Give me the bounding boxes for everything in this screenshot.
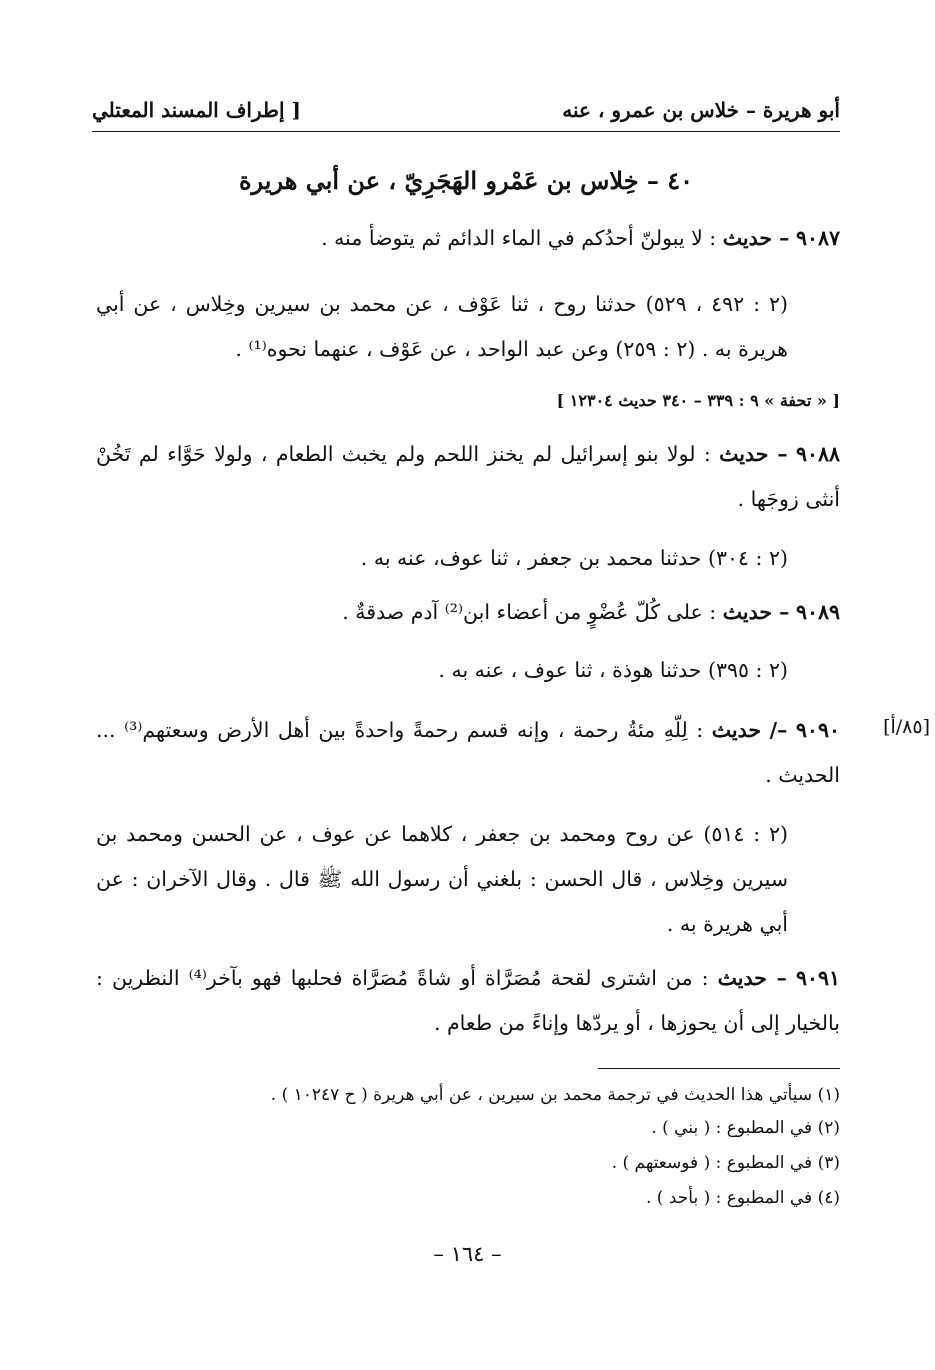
section-title: ٤٠ – خِلاس بن عَمْرو الهَجَرِيّ ، عن أبي هريرة <box>238 166 694 195</box>
entry-9088-source: (٢ : ٣٠٤) حدثنا محمد بن جعفر ، ثنا عوف، عنه به . <box>360 546 788 570</box>
running-head <box>92 92 840 132</box>
page-number: – ١٦٤ – <box>433 1242 502 1266</box>
entry-text: : لا يبولنّ أحدُكم في الماء الدائم ثم يتوضأ منه . <box>321 226 717 250</box>
footnote-4: (٤) في المطبوع : ( بأحد ) . <box>645 1188 840 1208</box>
entry-label: حديث <box>722 226 773 250</box>
header-rule <box>92 131 840 132</box>
footnote-2: (٢) في المطبوع : ( بني ) . <box>651 1118 840 1138</box>
footnote-3: (٣) في المطبوع : ( فوسعتهم ) . <box>611 1153 840 1173</box>
entry-9089-source: (٢ : ٣٩٥) حدثنا هوذة ، ثنا عوف ، عنه به . <box>438 658 788 682</box>
entry-9087-reference: [ « تحفة » ٩ : ٣٣٩ – ٣٤٠ حديث ١٢٣٠٤ ] <box>556 391 840 410</box>
entry-number: ٩٠٨٧ <box>795 226 840 250</box>
entry-number: ٩٠٨٨ <box>795 442 840 466</box>
entry-9087: ٩٠٨٧ – حديث : لا يبولنّ أحدُكم في الماء الدائم ثم يتوضأ منه . <box>321 226 840 250</box>
entry-9091: ٩٠٩١ – حديث : من اشترى لقحة مُصَرَّاة أو شاةً مُصَرَّاة فحلبها فهو بآخر⁽⁴⁾ النظرين : بالخيار إلى أن يحوزها ، أو يردّها وإناءً من طعام . <box>96 966 840 1035</box>
entry-9090 <box>96 708 840 798</box>
entry-9090-source: (٢ : ٥١٤) عن روح ومحمد بن جعفر ، كلاهما عن عوف ، عن الحسن ومحمد بن سيرين وخِلاس ، قال الحسن : بلغني أن رسول الله ﷺ قال . وقال الآخران : عن أبي هريرة به . <box>96 822 788 936</box>
footnote-1: (١) سيأتي هذا الحديث في ترجمة محمد بن سيرين ، عن أبي هريرة ( ح ١٠٢٤٧ ) . <box>270 1085 840 1105</box>
entry-9087-source: (٢ : ٤٩٢ ، ٥٢٩) حدثنا روح ، ثنا عَوْف ، عن محمد بن سيرين وخِلاس ، عن أبي هريرة به . (٢ : ٢٥٩) وعن عبد الواحد ، عن عَوْف ، عنهما نحوه⁽¹⁾ . <box>96 292 788 361</box>
entry-9089: ٩٠٨٩ – حديث : على كُلّ عُضْوٍ من أعضاء ابن⁽²⁾ آدم صدقةٌ . <box>342 600 840 624</box>
entry-number: ٩٠٩٠ <box>795 718 840 742</box>
entry-label: حديث <box>717 966 767 990</box>
entry-text: : من اشترى لقحة مُصَرَّاة أو شاةً مُصَرَّاة فحلبها فهو بآخر⁽⁴⁾ النظرين : بالخيار إلى أن يحوزها ، أو يردّها وإناءً من طعام . <box>96 966 840 1035</box>
margin-folio-note: [٨٥/أ] <box>883 716 930 738</box>
entry-label: حديث <box>719 442 769 466</box>
entry-text: : على كُلّ عُضْوٍ من أعضاء ابن⁽²⁾ آدم صدقةٌ . <box>342 600 717 624</box>
entry-label: حديث <box>722 600 773 624</box>
footnote-rule <box>598 1068 840 1069</box>
entry-9088: ٩٠٨٨ – حديث : لولا بنو إسرائيل لم يخنز اللحم ولم يخبث الطعام ، ولولا حَوَّاء لم تَخُنْ أنثى زوجَها . <box>96 442 840 511</box>
folio-marker: –/ <box>769 718 788 742</box>
entry-text: : لِلّهِ مئةُ رحمة ، وإنه قسم رحمةً واحدةً بين أهل الأرض وسعتهم⁽³⁾ ... الحديث . <box>96 718 840 787</box>
running-head-chapter: أبو هريرة – خلاس بن عمرو ، عنه <box>562 98 840 122</box>
entry-number: ٩٠٩١ <box>795 966 840 990</box>
entry-text: : لولا بنو إسرائيل لم يخنز اللحم ولم يخبث الطعام ، ولولا حَوَّاء لم تَخُنْ أنثى زوجَها . <box>96 442 840 511</box>
entry-number: ٩٠٨٩ <box>795 600 840 624</box>
entry-label: حديث <box>711 718 762 742</box>
running-head-book-title: [ إطراف المسند المعتلي <box>92 98 301 122</box>
